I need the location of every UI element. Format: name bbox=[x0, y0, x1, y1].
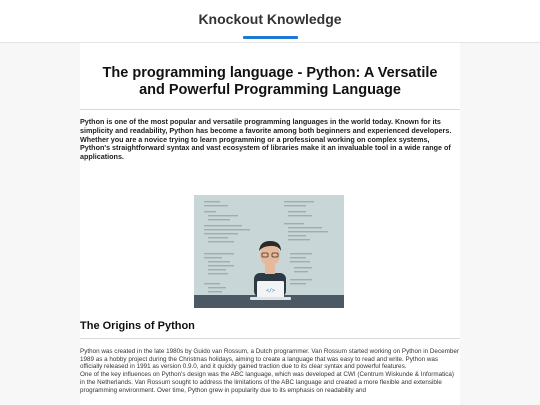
paragraph-1: Python was created in the late 1980s by Guido van Rossum, a Dutch programmer. Van Rossum started working on Python in December 1989 as a hobby project during the Christmas holidays, aiming to create a language that was easy to read and write. Python was officially released in 1991 as version 0.9.0, and it quickly gained traction due to its clear syntax and powerful features. bbox=[80, 348, 459, 371]
site-title-link[interactable]: Knockout Knowledge bbox=[198, 11, 342, 27]
title-underline bbox=[243, 36, 298, 39]
article-headline: The programming language - Python: A Versatile and Powerful Programming Language bbox=[102, 65, 438, 98]
programmer-laptop-illustration-icon bbox=[194, 195, 344, 308]
section-title: The Origins of Python bbox=[80, 320, 195, 332]
site-header bbox=[0, 0, 540, 43]
hero-image bbox=[194, 195, 344, 308]
svg-text:</>: </> bbox=[265, 288, 276, 294]
paragraph-2: One of the key influences on Python's design was the ABC language, which was developed at CWI (Centrum Wiskunde & Informatica) in the Netherlands. Van Rossum sought to address the limitations of the ABC language and created a more flexible and extensible programming environment. Over time, Python grew in popularity due to its emphasis on readability and bbox=[80, 371, 454, 394]
article-body bbox=[80, 348, 460, 394]
section-divider bbox=[80, 338, 460, 339]
divider bbox=[80, 109, 460, 110]
article-intro: Python is one of the most popular and versatile programming languages in the world today. Known for its simplicity and readability, Python has become a favorite among both beginners and experienced developers. Whether you are a novice trying to learn programming or a professional working on complex systems, Python's straightforward syntax and vast ecosystem of libraries make it an invaluable tool in a wide range of applications. bbox=[80, 117, 452, 162]
article bbox=[80, 43, 460, 405]
